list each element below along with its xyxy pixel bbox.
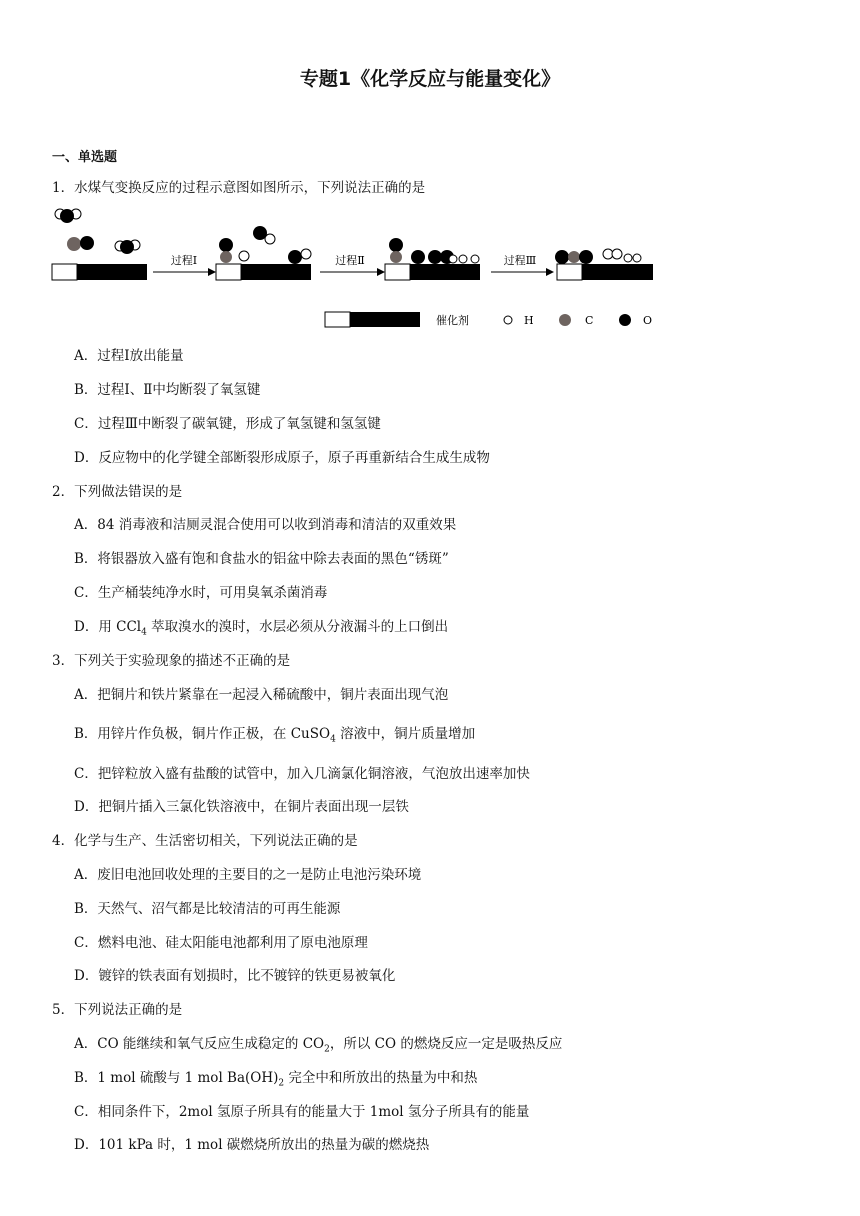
stage-1	[52, 209, 147, 280]
q1-option-c: C．过程Ⅲ中断裂了碳氧键，形成了氧氢键和氢氢键	[74, 416, 381, 432]
q2-option-c: C．生产桶装纯净水时，可用臭氧杀菌消毒	[74, 585, 328, 601]
question-2-stem: 2．下列做法错误的是	[52, 484, 183, 500]
q3-option-b: B．用锌片作负极，铜片作正极，在 CuSO$_4$ 溶液中，铜片质量增加	[74, 726, 476, 745]
q5-option-b: B．1 mol 硫酸与 1 mol $Ba(OH)_2$ 完全中和所放出的热量为中和热	[74, 1070, 478, 1089]
stage-3	[385, 238, 480, 280]
q5-option-d: D．101 kPa 时，1 mol 碳燃烧所放出的热量为碳的燃烧热	[74, 1137, 430, 1153]
q3-option-c: C．把锌粒放入盛有盐酸的试管中，加入几滴氯化铜溶液，气泡放出速率加快	[74, 766, 530, 782]
question-1-stem: 1．水煤气变换反应的过程示意图如图所示，下列说法正确的是	[52, 180, 426, 196]
q1-option-a: A．过程Ⅰ放出能量	[74, 348, 184, 364]
q4-option-b: B．天然气、沼气都是比较清洁的可再生能源	[74, 901, 341, 917]
water-gas-shift-diagram	[50, 202, 660, 332]
legend-c: C	[585, 314, 594, 327]
q5-option-c: C．相同条件下，2mol 氢原子所具有的能量大于 1mol 氢分子所具有的能量	[74, 1104, 530, 1120]
q2-option-d: D．用 CCl$_4$ 萃取溴水的溴时，水层必须从分液漏斗的上口倒出	[74, 619, 449, 638]
q4-option-a: A．废旧电池回收处理的主要目的之一是防止电池污染环境	[74, 867, 422, 883]
q3-option-d: D．把铜片插入三氯化铁溶液中，在铜片表面出现一层铁	[74, 799, 409, 815]
legend-h: H	[524, 314, 534, 327]
q2-option-b: B．将银器放入盛有饱和食盐水的铝盆中除去表面的黑色“锈斑”	[74, 551, 449, 567]
page-title: 专题1《化学反应与能量变化》	[299, 68, 561, 90]
legend-o: O	[643, 314, 653, 327]
question-5-stem: 5．下列说法正确的是	[52, 1002, 183, 1018]
q4-option-d: D．镀锌的铁表面有划损时，比不镀锌的铁更易被氧化	[74, 968, 396, 984]
question-4-stem: 4．化学与生产、生活密切相关，下列说法正确的是	[52, 833, 358, 849]
process-2-label: 过程Ⅱ	[335, 254, 365, 267]
stage-2	[216, 226, 311, 280]
process-1-label: 过程Ⅰ	[170, 254, 198, 267]
stage-4	[555, 249, 653, 280]
q5-option-a: A．CO 能继续和氧气反应生成稳定的 $CO_2$，所以 CO 的燃烧反应一定是吸热反应	[74, 1036, 563, 1055]
section-heading: 一、单选题	[52, 150, 118, 165]
legend-catalyst: 催化剂	[436, 314, 469, 327]
q4-option-c: C．燃料电池、硅太阳能电池都利用了原电池原理	[74, 935, 368, 951]
q3-option-a: A．把铜片和铁片紧靠在一起浸入稀硫酸中，铜片表面出现气泡	[74, 687, 449, 703]
arrow-process-2	[320, 253, 385, 276]
process-3-label: 过程Ⅲ	[503, 254, 537, 267]
q1-option-d: D．反应物中的化学键全部断裂形成原子，原子再重新结合生成生成物	[74, 450, 490, 466]
question-3-stem: 3．下列关于实验现象的描述不正确的是	[52, 653, 291, 669]
arrow-process-3	[491, 253, 554, 276]
arrow-process-1	[153, 253, 216, 276]
diagram-legend	[325, 312, 652, 327]
q1-option-b: B．过程Ⅰ、Ⅱ中均断裂了氧氢键	[74, 382, 261, 398]
q2-option-a: A．84 消毒液和洁厕灵混合使用可以收到消毒和清洁的双重效果	[74, 517, 457, 533]
